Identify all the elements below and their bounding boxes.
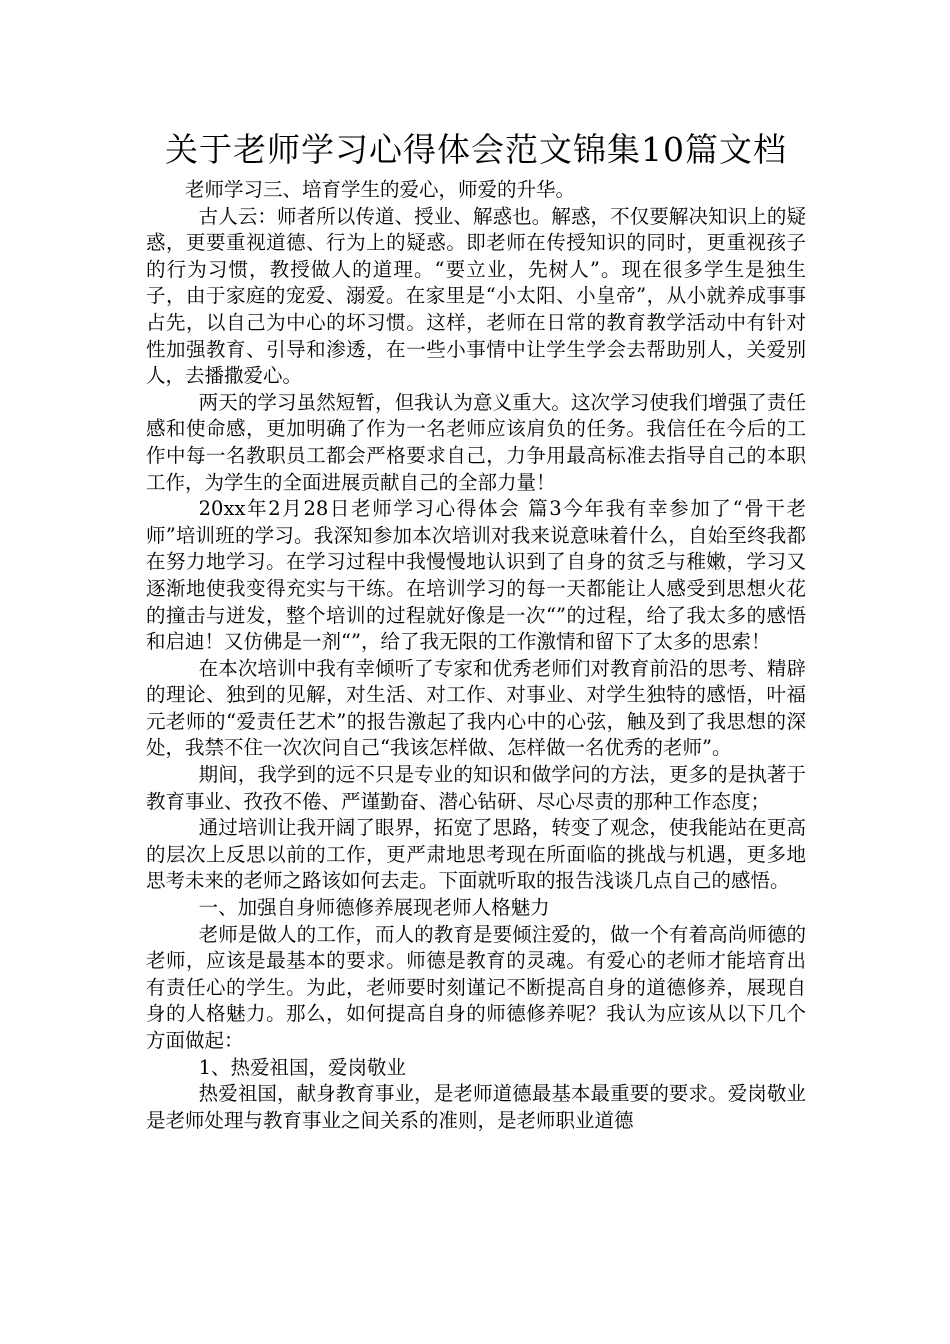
paragraph: 20xx年2月28日老师学习心得体会 篇3今年我有幸参加了“骨干老师”培训班的学习。我深知参加本次培训对我来说意味着什么，自始至终我都在努力地学习。在学习过程中我慢慢地认识到了自身的贫乏与稚嫩，学习又逐渐地使我变得充实与干练。在培训学习的每一天都能让人感受到思想火花的撞击与迸发，整个培训的过程就好像是一次“”的过程，给了我太多的感悟和启迪！又仿佛是一剂“”，给了我无限的工作激情和留下了太多的思索！ (146, 497, 806, 654)
paragraph-heading-3: 老师学习三、培育学生的爱心，师爱的升华。 (185, 178, 576, 201)
document-title: 关于老师学习心得体会范文锦集10篇文档 (165, 130, 787, 169)
paragraph: 期间，我学到的远不只是专业的知识和做学问的方法，更多的是执著于教育事业、孜孜不倦、严谨勤奋、潜心钻研、尽心尽责的那种工作态度； (146, 763, 806, 813)
document-body (146, 177, 806, 1134)
subsection-heading: 1、热爱祖国，爱岗敬业 (198, 1055, 407, 1079)
paragraph: 老师是做人的工作，而人的教育是要倾注爱的，做一个有着高尚师德的老师，应该是最基本的要求。师德是教育的灵魂。有爱心的老师才能培育出有责任心的学生。为此，老师要时刻谨记不断提高自身的道德修养，展现自身的人格魅力。那么，如何提高自身的师德修养呢？我认为应该从以下几个方面做起： (146, 922, 806, 1052)
paragraph: 通过培训让我开阔了眼界，拓宽了思路，转变了观念，使我能站在更高的层次上反思以前的工作，更严肃地思考现在所面临的挑战与机遇，更多地思考未来的老师之路该如何去走。下面就听取的报告浅谈几点自己的感悟。 (146, 816, 806, 893)
paragraph: 在本次培训中我有幸倾听了专家和优秀老师们对教育前沿的思考、精辟的理论、独到的见解，对生活、对工作、对事业、对学生独特的感悟，叶福元老师的“爱责任艺术”的报告激起了我内心中的心弦，触及到了我思想的深处，我禁不住一次次问自己“我该怎样做、怎样做一名优秀的老师”。 (146, 656, 806, 760)
paragraph: 两天的学习虽然短暂，但我认为意义重大。这次学习使我们增强了责任感和使命感，更加明确了作为一名老师应该肩负的任务。我信任在今后的工作中每一名教职员工都会严格要求自己，力争用最高标准去指导自己的本职工作，为学生的全面进展贡献自己的全部力量！ (146, 390, 806, 494)
paragraph: 热爱祖国，献身教育事业，是老师道德最基本最重要的要求。爱岗敬业是老师处理与教育事业之间关系的准则，是老师职业道德 (146, 1082, 806, 1132)
section-heading: 一、加强自身师德修养展现老师人格魅力 (198, 896, 550, 920)
paragraph: 古人云：师者所以传道、授业、解惑也。解惑，不仅要解决知识上的疑惑，更要重视道德、行为上的疑惑。即老师在传授知识的同时，更重视孩子的行为习惯，教授做人的道理。“要立业，先树人”。现在很多学生是独生子，由于家庭的宠爱、溺爱。在家里是“小太阳、小皇帝”，从小就养成事事占先，以自己为中心的坏习惯。这样，老师在日常的教育教学活动中有针对性加强教育、引导和渗透，在一些小事情中让学生学会去帮助别人，关爱别人，去播撒爱心。 (146, 204, 806, 388)
